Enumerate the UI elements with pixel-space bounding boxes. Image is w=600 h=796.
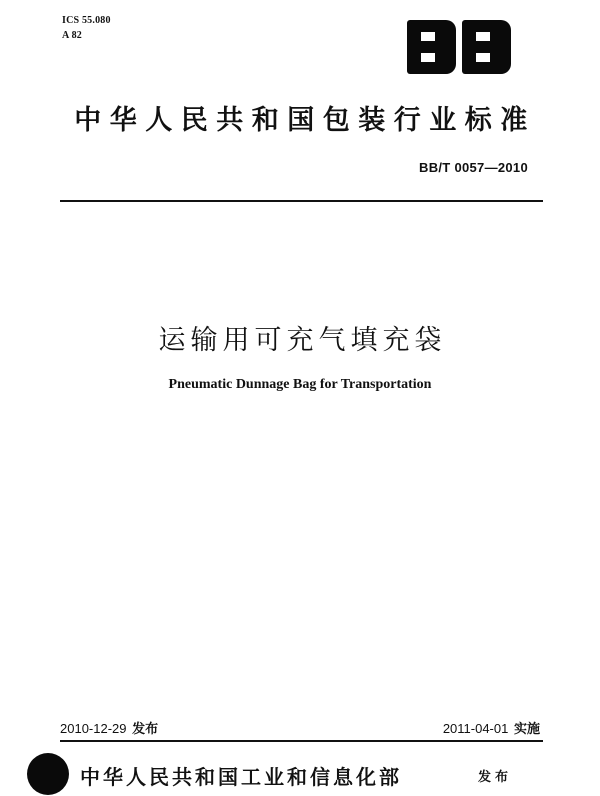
title-chinese: 运输用可充气填充袋	[158, 325, 447, 356]
logo-letter-b-second	[462, 20, 511, 74]
emblem-icon	[27, 753, 69, 795]
bottom-rule	[60, 740, 543, 742]
issuer-name: 中华人民共和国工业和信息化部	[80, 765, 402, 789]
bb-logo	[407, 20, 511, 74]
publish-date-line	[60, 718, 158, 737]
title-english: Pneumatic Dunnage Bag for Transportation	[168, 377, 432, 392]
top-rule	[60, 200, 543, 202]
ics-code: ICS 55.080	[62, 15, 111, 26]
org-title: 中华人民共和国包装行业标准	[74, 105, 536, 136]
implement-label: 实施	[513, 721, 540, 736]
issuer-suffix: 发布	[478, 770, 513, 785]
classification-code: A 82	[62, 30, 82, 41]
implement-date-line	[443, 718, 540, 737]
logo-letter-b-first	[407, 20, 456, 74]
standard-number: BB/T 0057—2010	[419, 160, 528, 175]
publish-date: 2010-12-29	[60, 721, 127, 736]
implement-date: 2011-04-01	[442, 721, 509, 736]
publish-label: 发布	[132, 721, 159, 736]
